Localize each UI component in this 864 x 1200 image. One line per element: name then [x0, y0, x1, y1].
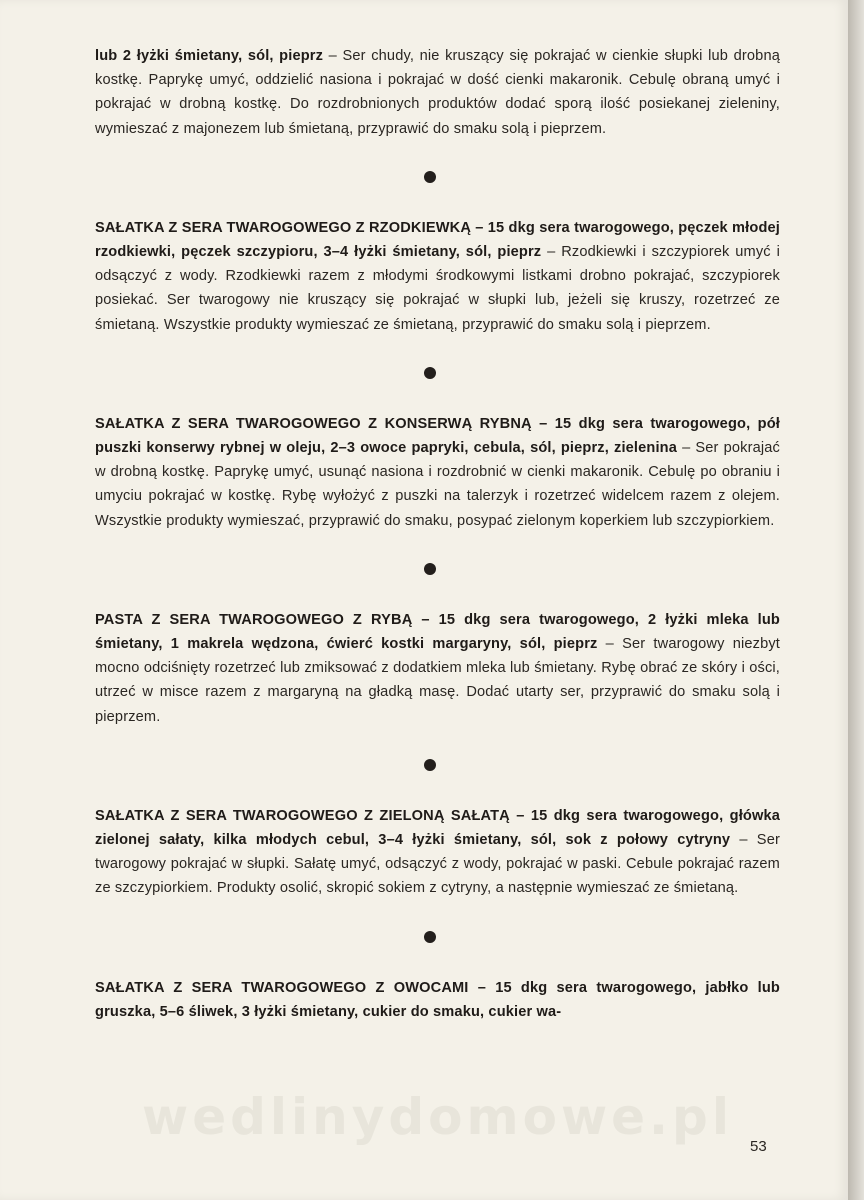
- recipe-continued: [95, 44, 780, 141]
- recipe-fish-paste: [95, 608, 780, 729]
- recipe-title: SAŁATKA Z SERA TWAROGOWEGO Z ZIELONĄ SAŁATĄ: [95, 807, 510, 824]
- page-number: 53: [750, 1138, 767, 1155]
- recipe-instructions: – Ser twarogowy niezbyt mocno odciśnięty rozetrzeć lub zmiksować z dodatkiem mleka lub śmietany. Rybę obrać ze skóry i ości, utrzeć w misce razem z margaryną na gładką masę. Dodać utarty ser, przyprawić do smaku solą i pieprzem.: [95, 636, 780, 725]
- recipe-title: SAŁATKA Z SERA TWAROGOWEGO Z KONSERWĄ RYBNĄ: [95, 415, 532, 432]
- separator-bullet: [424, 759, 436, 771]
- recipe-ingredients: – 15 dkg sera twarogowego, 2 łyżki mleka lub śmietany, 1 makrela wędzona, ćwierć kostki margaryny, sól, pieprz: [95, 611, 780, 653]
- page-content: [95, 44, 780, 1024]
- watermark: wedlinydomowe.pl: [142, 1088, 733, 1146]
- recipe-title: SAŁATKA Z SERA TWAROGOWEGO Z OWOCAMI: [95, 979, 469, 996]
- recipe-ingredients: – 15 dkg sera twarogowego, pół puszki konserwy rybnej w oleju, 2–3 owoce papryki, cebula, sól, pieprz, zielenina: [95, 415, 780, 457]
- page-edge: [848, 0, 864, 1200]
- recipe-green-salad: [95, 804, 780, 901]
- recipe-instructions: – Ser chudy, nie kruszący się pokrajać w cienkie słupki lub drobną kostkę. Paprykę umyć, oddzielić nasiona i pokrajać w dość cienki makaronik. Cebulę obraną umyć i pokrajać w drobną kostkę. Do rozdrobnionych produktów dodać sporą ilość posiekanej zieleniny, wymieszać z majonezem lub śmietaną, przyprawić do smaku solą i pieprzem.: [95, 48, 780, 137]
- recipe-instructions: – Ser pokrajać w drobną kostkę. Paprykę umyć, usunąć nasiona i rozdrobnić w cienki makaronik. Cebulę po obraniu i umyciu pokrajać w kostkę. Rybę wyłożyć z puszki na talerzyk i rozetrzeć widelcem razem z olejem. Wszystkie produkty wymieszać, przyprawić do smaku, posypać zielonym koperkiem lub szczypiorkiem.: [95, 440, 780, 529]
- recipe-fish-can-salad: [95, 412, 780, 533]
- recipe-ingredients: – 15 dkg sera twarogowego, główka zielonej sałaty, kilka młodych cebul, 3–4 łyżki śmietany, sól, sok z połowy cytryny: [95, 807, 780, 849]
- recipe-instructions: – Rzodkiewki i szczypiorek umyć i odsączyć z wody. Rzodkiewki razem z młodymi środkowymi listkami drobno pokrajać, szczypiorek posiekać. Ser twarogowy nie kruszący się pokrajać w słupki lub, jeżeli się kruszy, rozetrzeć ze śmietaną. Wszystkie produkty wymieszać ze śmietaną, przyprawić do smaku solą i pieprzem.: [95, 244, 780, 333]
- recipe-fruit-salad: [95, 976, 780, 1024]
- separator-bullet: [424, 931, 436, 943]
- separator-bullet: [424, 171, 436, 183]
- recipe-ingredients: – 15 dkg sera twarogowego, pęczek młodej rzodkiewki, pęczek szczypioru, 3–4 łyżki śmietany, sól, pieprz: [95, 219, 780, 261]
- recipe-radish-salad: [95, 216, 780, 337]
- separator-bullet: [424, 367, 436, 379]
- recipe-title: SAŁATKA Z SERA TWAROGOWEGO Z RZODKIEWKĄ: [95, 219, 472, 236]
- separator-bullet: [424, 563, 436, 575]
- recipe-ingredients: lub 2 łyżki śmietany, sól, pieprz: [95, 48, 324, 64]
- recipe-title: PASTA Z SERA TWAROGOWEGO Z RYBĄ: [95, 611, 413, 628]
- recipe-instructions: – Ser twarogowy pokrajać w słupki. Sałatę umyć, odsączyć z wody, pokrajać w paski. Cebule pokrajać razem ze szczypiorkiem. Produkty osolić, skropić sokiem z cytryny, a następnie wymieszać ze śmietaną.: [95, 832, 780, 897]
- recipe-ingredients: – 15 dkg sera twarogowego, jabłko lub gruszka, 5–6 śliwek, 3 łyżki śmietany, cukier do smaku, cukier wa-: [95, 979, 780, 1020]
